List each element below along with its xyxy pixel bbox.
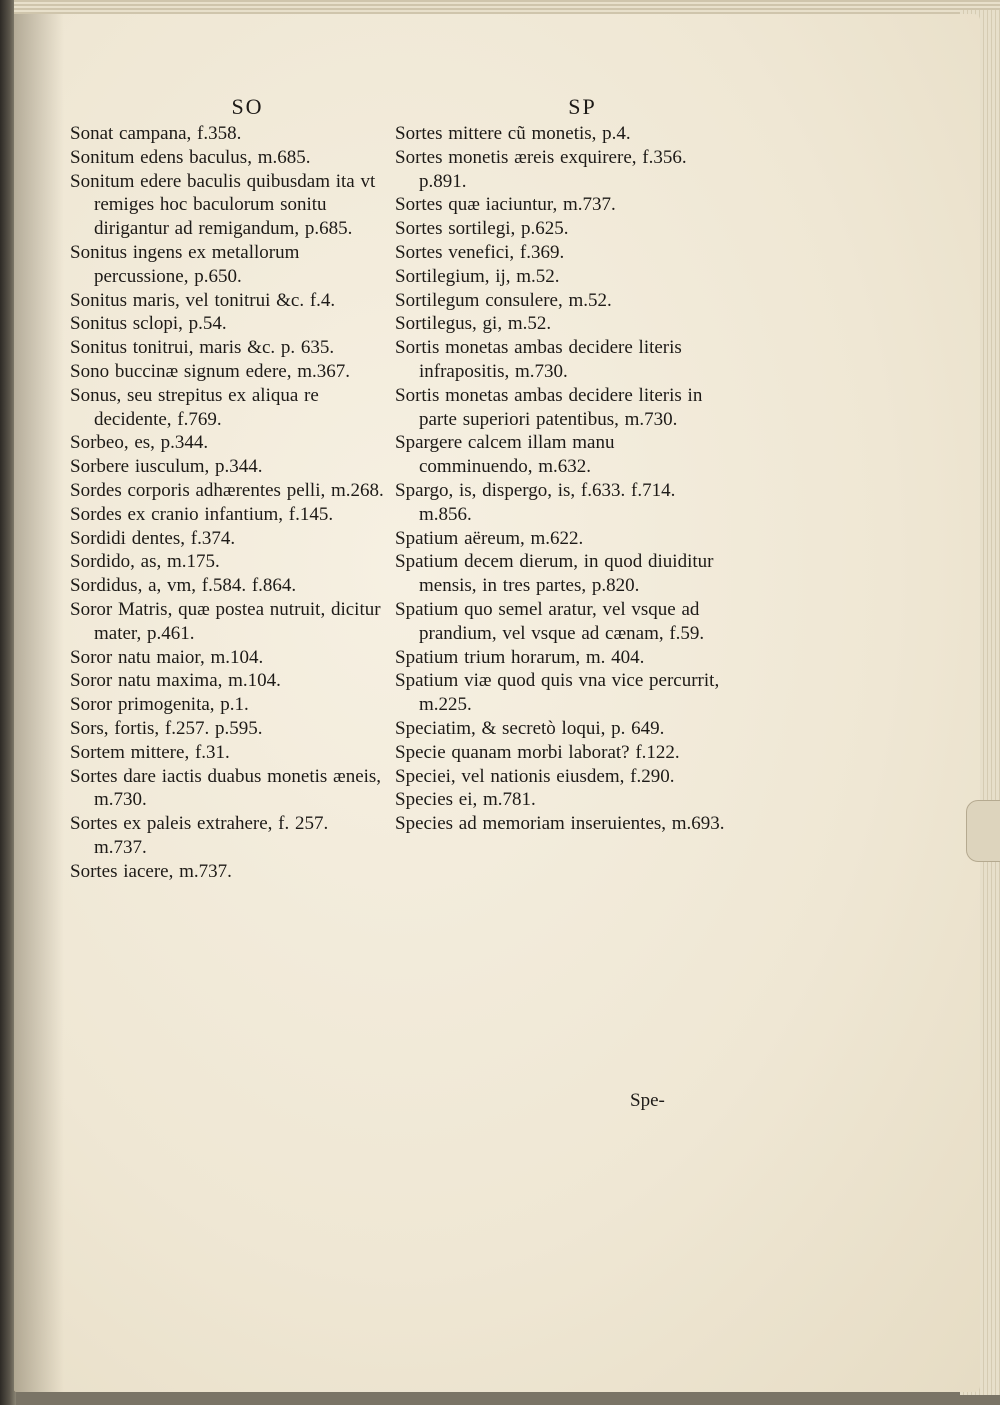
index-entry: Soror Matris, quæ postea nutruit, dicitur mater, p.461. xyxy=(70,598,381,644)
index-entry: Sortes monetis æreis exquirere, f.356. p.891. xyxy=(395,146,687,192)
index-entry: Speciatim, & secretò loqui, p. 649. xyxy=(395,717,665,739)
index-entry: Sonitus ingens ex metallorum percussione, p.650. xyxy=(70,241,300,287)
index-entry: Spatium decem dierum, in quod diuiditur mensis, in tres partes, p.820. xyxy=(395,551,714,597)
index-entry: Spatium trium horarum, m. 404. xyxy=(395,646,645,668)
index-entry: Soror natu maxima, m.104. xyxy=(70,670,281,692)
index-entry: Spatium quo semel aratur, vel vsque ad prandium, vel vsque ad cænam, f.59. xyxy=(395,598,705,644)
index-entry: Sordes corporis adhærentes pelli, m.268. xyxy=(70,479,384,501)
index-entry: Sortes dare iactis duabus monetis æneis, m.730. xyxy=(70,765,382,811)
index-entry: Sordidus, a, vm, f.584. f.864. xyxy=(70,575,297,597)
index-entry: Sortilegum consulere, m.52. xyxy=(395,289,612,311)
catchword: Spe- xyxy=(630,1090,665,1111)
index-entry: Sonitus sclopi, p.54. xyxy=(70,313,227,335)
right-column-header: SP xyxy=(568,94,597,119)
index-entry: Sortis monetas ambas decidere literis infrapositis, m.730. xyxy=(395,337,682,382)
index-entry: Sortes quæ iaciuntur, m.737. xyxy=(395,194,616,216)
index-entry: Sonitus maris, vel tonitrui &c. f.4. xyxy=(70,289,336,311)
index-entry: Sortes iacere, m.737. xyxy=(70,860,232,882)
index-entry: Spargo, is, dispergo, is, f.633. f.714. m.856. xyxy=(395,479,676,525)
gutter-shadow xyxy=(14,14,64,1392)
index-entry: Sortes sortilegi, p.625. xyxy=(395,218,569,240)
index-entry: Specie quanam morbi laborat? f.122. xyxy=(395,741,680,763)
index-entry: Sortilegium, ij, m.52. xyxy=(395,265,560,287)
index-entry: Sordidi dentes, f.374. xyxy=(70,527,236,549)
index-entry: Sors, fortis, f.257. p.595. xyxy=(70,717,263,739)
index-entry: Soror primogenita, p.1. xyxy=(70,694,249,716)
index-entry: Sonus, seu strepitus ex aliqua re decidente, f.769. xyxy=(70,384,319,430)
index-entry: Sonitum edens baculus, m.685. xyxy=(70,146,311,168)
index-entry: Sortes ex paleis extrahere, f. 257. m.737. xyxy=(70,813,329,858)
right-column xyxy=(395,92,730,836)
index-entry: Species ad memoriam inseruientes, m.693. xyxy=(395,813,725,835)
index-entry: Sortis monetas ambas decidere literis in parte superiori patentibus, m.730. xyxy=(395,384,703,430)
index-entry: Sonitus tonitrui, maris &c. p. 635. xyxy=(70,337,335,359)
left-column-header: SO xyxy=(231,94,264,119)
page-tab-mark xyxy=(966,800,1000,862)
index-entry: Speciei, vel nationis eiusdem, f.290. xyxy=(395,765,675,787)
index-entry: Soror natu maior, m.104. xyxy=(70,646,264,668)
index-entry: Sortes mittere cũ monetis, p.4. xyxy=(395,123,631,144)
index-entry: Spatium aëreum, m.622. xyxy=(395,527,584,549)
index-entry: Sonitum edere baculis quibusdam ita vt remiges hoc baculorum sonitu dirigantur ad remigandum, p.685. xyxy=(70,170,376,240)
index-entry: Spargere calcem illam manu comminuendo, m.632. xyxy=(395,432,615,478)
index-entry: Sortilegus, gi, m.52. xyxy=(395,313,552,335)
index-entry: Sordes ex cranio infantium, f.145. xyxy=(70,503,334,525)
index-entry: Sorbere iusculum, p.344. xyxy=(70,456,263,478)
left-column xyxy=(70,92,385,884)
index-entry: Sortem mittere, f.31. xyxy=(70,741,230,763)
index-entry: Sortes venefici, f.369. xyxy=(395,241,565,263)
index-entry: Sonat campana, f.358. xyxy=(70,123,242,144)
index-entry: Species ei, m.781. xyxy=(395,789,536,811)
index-entry: Sordido, as, m.175. xyxy=(70,551,220,573)
index-entry: Spatium viæ quod quis vna vice percurrit, m.225. xyxy=(395,670,720,716)
index-entry: Sono buccinæ signum edere, m.367. xyxy=(70,360,350,382)
index-entry: Sorbeo, es, p.344. xyxy=(70,432,209,454)
